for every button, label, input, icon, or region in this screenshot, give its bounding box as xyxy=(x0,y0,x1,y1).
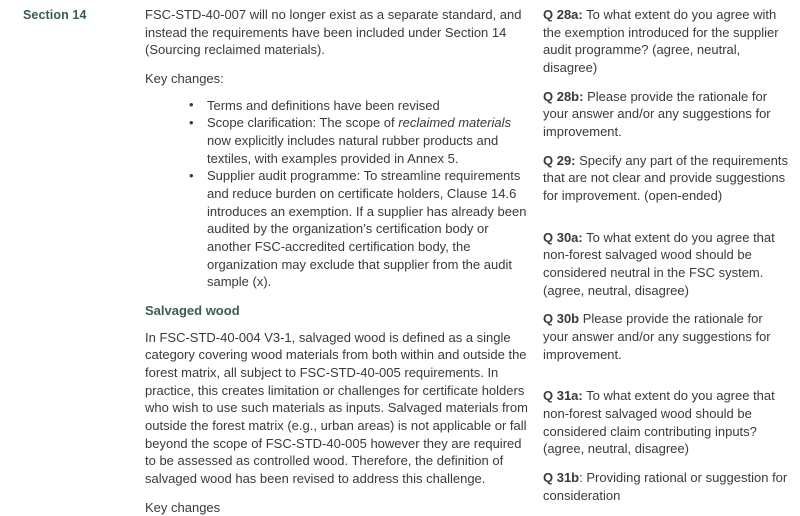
question-text: : Providing rational or suggestion for consideration xyxy=(543,470,788,503)
key-changes-label: Key changes: xyxy=(145,71,224,87)
list-item xyxy=(189,114,531,167)
question-text: To what extent do you agree with the exemption introduced for the supplier audit programme? (agree, neutral, disagree) xyxy=(543,7,779,76)
bullet-text-lead: Terms and definitions have been revised xyxy=(207,97,440,113)
question-label: Q 31b xyxy=(543,470,580,486)
question-label: Q 30a: xyxy=(543,229,583,245)
intro-paragraph: FSC-STD-40-007 will no longer exist as a separate standard, and instead the requirements have been included under Section 14 (Sourcing reclaimed materials). xyxy=(145,7,522,58)
question-30b xyxy=(543,310,790,363)
salvaged-wood-heading: Salvaged wood xyxy=(145,303,240,319)
section-label-cell xyxy=(0,0,145,24)
question-text: Please provide the rationale for your answer and/or any suggestions for improvement. xyxy=(543,88,771,140)
list-item xyxy=(189,97,531,115)
question-label: Q 28a: xyxy=(543,7,583,22)
list-item xyxy=(189,167,531,291)
question-31a xyxy=(543,387,790,458)
salvaged-wood-paragraph: In FSC-STD-40-004 V3-1, salvaged wood is defined as a single category covering wood materials from both within and outside the forest matrix, all subject to FSC-STD-40-005 requirements. In practice, this creates limitation or challenges for certificate holders who wish to use such materials as inputs. Salvaged materials from outside the forest matrix (e.g., urban areas) is not applicable or fall beyond the scope of FSC-STD-40-005 however they are required to be assessed as controlled wood. Therefore, the definition of salvaged wood has been revised to address this challenge. xyxy=(145,329,528,486)
question-31b xyxy=(543,469,790,504)
key-changes-label-2: Key changes xyxy=(145,499,221,515)
question-28b xyxy=(543,88,790,141)
question-28a xyxy=(543,6,790,77)
bullet-text-lead: Supplier audit programme: To streamline requirements and reduce burden on certificate holders, Clause 14.6 introduces an exemption. If a supplier has already been audited by the organization’s certification body or another FSC-accredited certification body, the organization may exclude that supplier from the audit sample (x). xyxy=(207,168,527,290)
question-text: To what extent do you agree that non-forest salvaged wood should be considered claim contributing inputs? (agree, neutral, disagree) xyxy=(543,388,775,457)
section-body-cell xyxy=(145,0,543,516)
bullet-text-italic: reclaimed materials xyxy=(398,115,511,131)
question-text: Specify any part of the requirements that are not clear and provide suggestions for improvement. (open-ended) xyxy=(543,152,788,204)
question-29 xyxy=(543,152,790,205)
section-label: Section 14 xyxy=(23,8,87,22)
key-changes-list xyxy=(145,97,531,291)
question-label: Q 30b xyxy=(543,311,580,327)
question-30a xyxy=(543,229,790,300)
bullet-text-lead: Scope clarification: The scope of xyxy=(207,115,399,131)
question-label: Q 28b: xyxy=(543,88,584,104)
bullet-text-trail: now explicitly includes natural rubber products and textiles, with examples provided in Annex 5. xyxy=(207,133,499,166)
question-text: Please provide the rationale for your answer and/or any suggestions for improvement. xyxy=(543,311,771,362)
questions-cell xyxy=(543,0,800,504)
question-label: Q 31a: xyxy=(543,388,583,404)
question-text: To what extent do you agree that non-forest salvaged wood should be considered neutral in the FSC system. (agree, neutral, disagree) xyxy=(543,229,775,298)
question-label: Q 29: xyxy=(543,152,576,168)
